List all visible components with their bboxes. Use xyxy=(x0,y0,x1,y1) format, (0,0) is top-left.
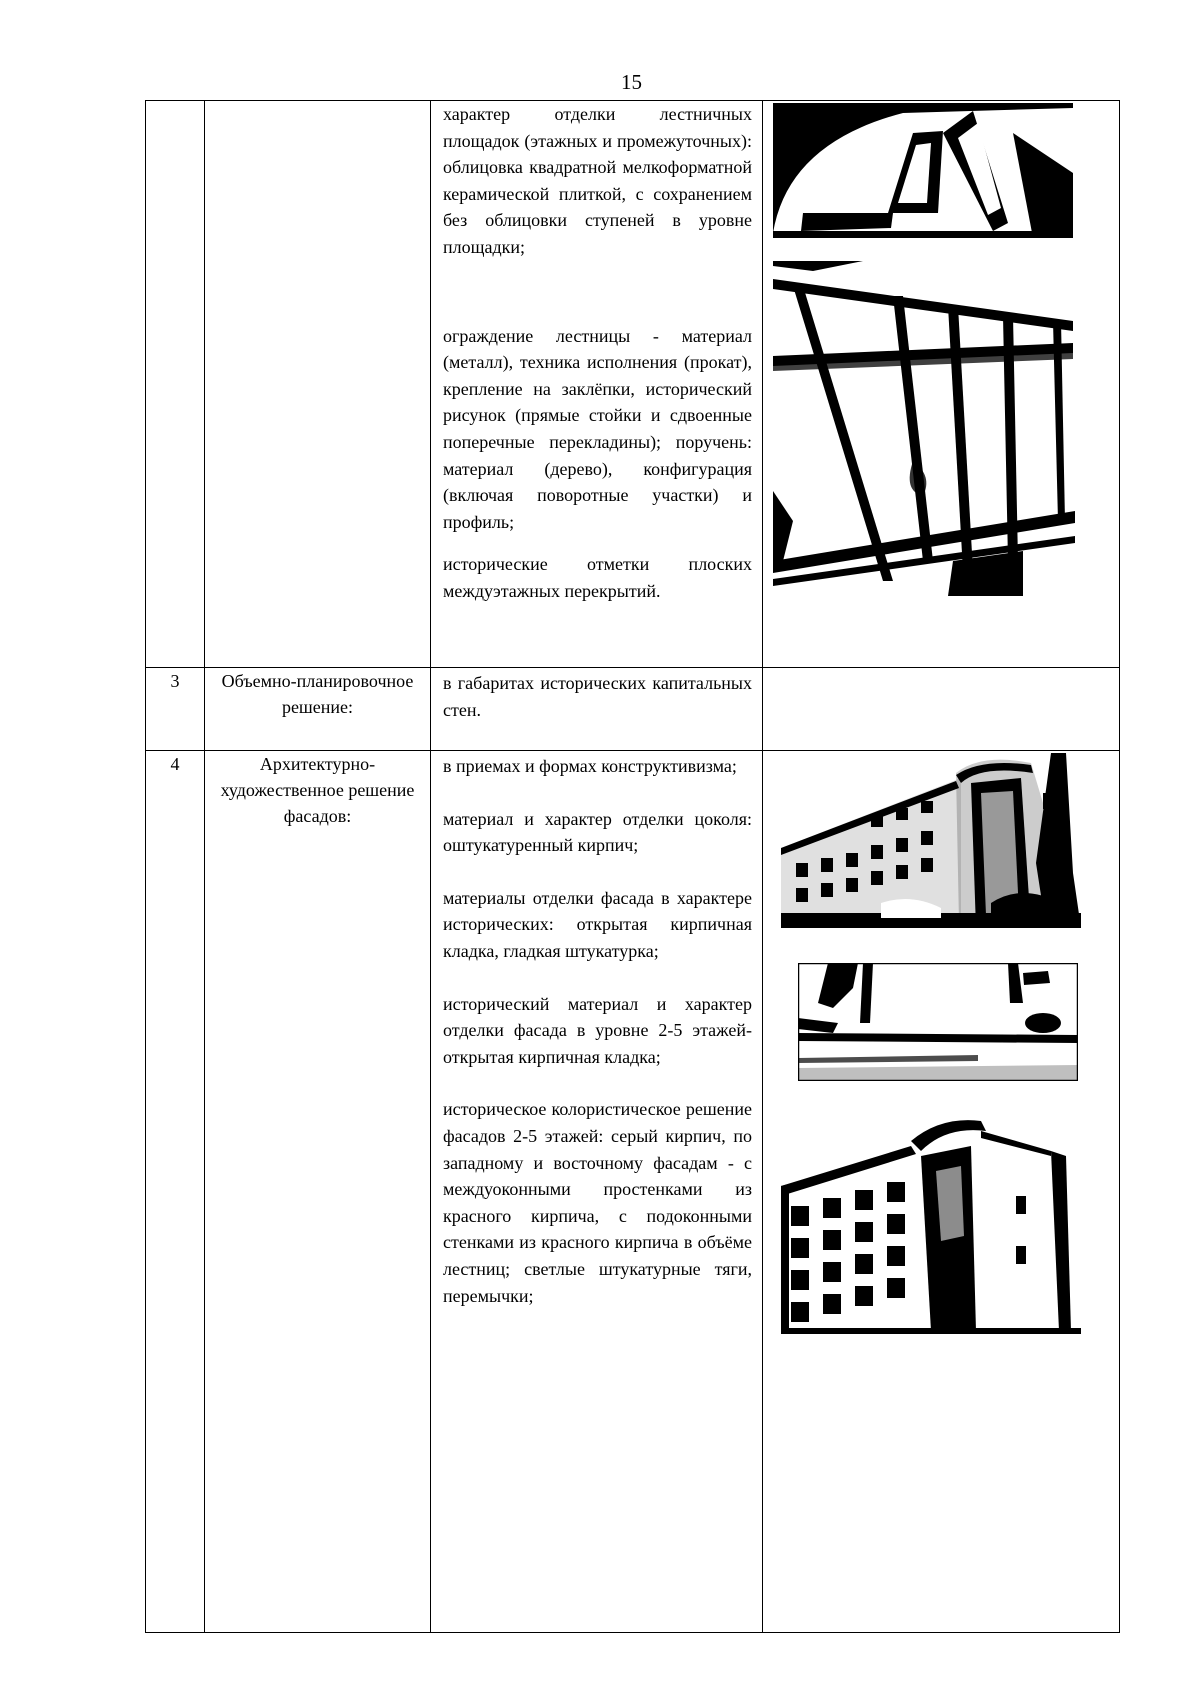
page-number: 15 xyxy=(621,70,642,94)
row-number-cell: 3 xyxy=(146,668,205,751)
table-row xyxy=(146,101,1120,668)
row-photo-cell xyxy=(763,101,1120,668)
row-name-cell xyxy=(205,101,431,668)
monument-subject-table xyxy=(145,100,1120,1633)
description-paragraph: исторический материал и характер отделки фасада в уровне 2-5 этажей- открытая кирпичная кладка; xyxy=(443,993,752,1067)
description-paragraph: исторические отметки плоских междуэтажных перекрытий. xyxy=(443,554,752,601)
row-description-cell xyxy=(431,101,763,668)
description-paragraph: историческое колористическое решение фасадов 2-5 этажей: серый кирпич, по западному и восточному фасадам - с междуоконными простенками из красного кирпича, с подоконными стенками из красного кирпича в объёме лестниц; светлые штукатурные тяги, перемычки; xyxy=(443,1099,752,1306)
row-description-cell xyxy=(431,668,763,751)
row-number-cell: 4 xyxy=(146,751,205,1633)
description-paragraph: в приемах и формах конструктивизма; xyxy=(443,756,737,776)
building-facade-photo xyxy=(781,753,1081,928)
row-name-cell: Архитектурно-художественное решение фасадов: xyxy=(205,751,431,1633)
building-corner-photo xyxy=(781,1116,1081,1338)
row-name-cell: Объемно-планировочное решение: xyxy=(205,668,431,751)
staircase-arch-photo xyxy=(773,103,1073,238)
row-photo-cell xyxy=(763,668,1120,751)
facade-detail-photo xyxy=(798,963,1078,1081)
row-photo-cell xyxy=(763,751,1120,1633)
description-paragraph: материалы отделки фасада в характере исторических: открытая кирпичная кладка, гладкая штукатурка; xyxy=(443,887,752,961)
description-paragraph: в габаритах исторических капитальных стен. xyxy=(443,673,752,720)
row-description-cell xyxy=(431,751,763,1633)
row-number-cell xyxy=(146,101,205,668)
description-paragraph: ограждение лестницы - материал (металл), техника исполнения (прокат), крепление на заклёпки, исторический рисунок (прямые стойки и сдвоенные поперечные перекладины); поручень: материал (дерево), конфигурация (включая поворотные участки) и профиль; xyxy=(443,325,752,532)
description-paragraph: материал и характер отделки цоколя: оштукатуренный кирпич; xyxy=(443,808,752,856)
description-paragraph: характер отделки лестничных площадок (этажных и промежуточных): облицовка квадратной мелкоформатной керамической плиткой, с сохранением без облицовки ступеней в уровне площадки; xyxy=(443,104,752,257)
table-row xyxy=(146,668,1120,751)
table-row xyxy=(146,751,1120,1633)
staircase-railing-photo xyxy=(773,261,1075,596)
